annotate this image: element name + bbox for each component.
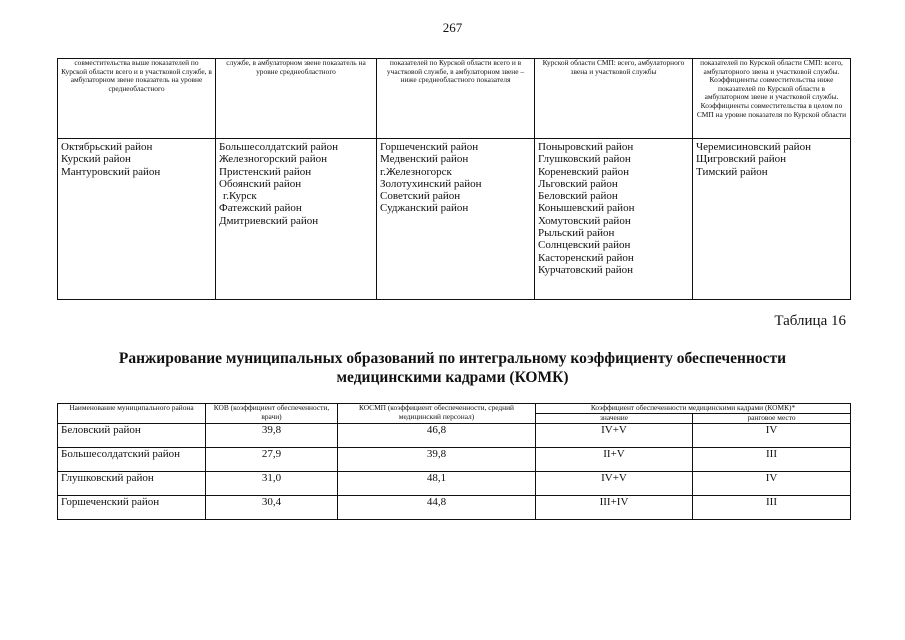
district-name: Горшеченский район <box>58 496 206 520</box>
district-group-4 <box>535 139 693 300</box>
table-caption: Таблица 16 <box>774 313 846 329</box>
header-cell-4: Курской области СМП: всего, амбулаторного звена и участковой службы <box>535 59 693 139</box>
list-item: г.Железногорск <box>380 165 452 178</box>
kov-value: 31,0 <box>206 472 338 496</box>
table-row <box>58 448 851 472</box>
kov-value: 39,8 <box>206 424 338 448</box>
list-item: Курский район <box>61 153 131 166</box>
header-cell-2: службе, в амбулаторном звене показатель на уровне среднеобластного <box>216 59 377 139</box>
header-komk-rank: ранговое место <box>693 414 851 424</box>
kov-value: 30,4 <box>206 496 338 520</box>
rank-value: III <box>693 496 851 520</box>
list-item: Золотухинский район <box>380 177 482 190</box>
kov-value: 27,9 <box>206 448 338 472</box>
list-item: Беловский район <box>538 190 618 203</box>
list-item: Суджанский район <box>380 202 469 215</box>
komk-value: IV+V <box>536 424 693 448</box>
table-row <box>58 472 851 496</box>
continued-table-body-row <box>58 139 851 300</box>
district-group-5 <box>693 139 851 300</box>
list-item: Хомутовский район <box>538 214 631 227</box>
list-item: Щигровский район <box>696 153 787 166</box>
list-item: Тимский район <box>696 165 768 178</box>
district-group-3 <box>377 139 535 300</box>
district-name: Глушковский район <box>58 472 206 496</box>
list-item: Льговский район <box>538 177 618 190</box>
continued-districts-table <box>57 58 851 300</box>
kosmp-value: 44,8 <box>338 496 536 520</box>
section-title <box>0 349 905 387</box>
header-komk: Коэффициент обеспеченности медицинскими кадрами (КОМК)* <box>536 404 851 414</box>
list-item: Фатежский район <box>219 202 302 215</box>
table-16 <box>57 403 851 520</box>
district-group-2 <box>216 139 377 300</box>
komk-value: III+IV <box>536 496 693 520</box>
section-title-line-1: Ранжирование муниципальных образований по интегральному коэффициенту обеспеченности <box>118 350 787 367</box>
section-title-line-2: медицинскими кадрами (КОМК) <box>336 369 569 386</box>
list-item: Большесолдатский район <box>219 141 339 153</box>
district-name: Беловский район <box>58 424 206 448</box>
list-item: Кореневский район <box>538 165 629 178</box>
list-item: Рыльский район <box>538 227 615 240</box>
list-item: Железногорский район <box>219 153 328 166</box>
district-name: Большесолдатский район <box>58 448 206 472</box>
header-cell-3: показателей по Курской области всего и в участковой службе, в амбулаторном звене – ниже среднеобластного показателя <box>377 59 535 139</box>
komk-value: IV+V <box>536 472 693 496</box>
table-16-header-row <box>58 404 851 414</box>
list-item: Конышевский район <box>538 202 635 215</box>
list-item: Октябрьский район <box>61 141 153 153</box>
list-item: Мантуровский район <box>61 165 161 178</box>
header-kov: КОВ (коэффициент обеспеченности, врачи) <box>206 404 338 424</box>
list-item: Советский район <box>380 190 461 203</box>
rank-value: IV <box>693 472 851 496</box>
header-cell-5: показателей по Курской области СМП: всего, амбулаторного звена и участковой службы. Коэффициенты совместительства ниже показателей по Курской области в амбулаторном звене и участковой службы. Коэффициенты совместительства в целом по СМП на уровне показателя по Курской области <box>693 59 851 139</box>
kosmp-value: 39,8 <box>338 448 536 472</box>
header-kosmp: КОСМП (коэффициент обеспеченности, средний медицинский персонал) <box>338 404 536 424</box>
list-item: г.Курск <box>223 190 257 203</box>
list-item: Курчатовский район <box>538 263 634 276</box>
kosmp-value: 48,1 <box>338 472 536 496</box>
kosmp-value: 46,8 <box>338 424 536 448</box>
list-item: Дмитриевский район <box>219 214 319 227</box>
list-item: Поныровский район <box>538 141 634 153</box>
table-row <box>58 496 851 520</box>
komk-value: II+V <box>536 448 693 472</box>
list-item: Солнцевский район <box>538 239 631 252</box>
list-item: Черемисиновский район <box>696 141 811 153</box>
rank-value: III <box>693 448 851 472</box>
continued-table-header-row <box>58 59 851 139</box>
list-item: Глушковский район <box>538 153 631 166</box>
header-district-name: Наименование муниципального района <box>58 404 206 424</box>
header-komk-value: значение <box>536 414 693 424</box>
list-item: Пристенский район <box>219 165 312 178</box>
district-group-1 <box>58 139 216 300</box>
list-item: Касторенский район <box>538 251 634 264</box>
rank-value: IV <box>693 424 851 448</box>
list-item: Медвенский район <box>380 153 469 166</box>
table-row <box>58 424 851 448</box>
list-item: Обоянский район <box>219 177 302 190</box>
header-cell-1: совместительства выше показателей по Курской области всего и в участковой службе, в амбулаторном звене показатель на уровне среднеобластного <box>58 59 216 139</box>
page-number: 267 <box>442 20 463 35</box>
list-item: Горшеченский район <box>380 141 479 153</box>
